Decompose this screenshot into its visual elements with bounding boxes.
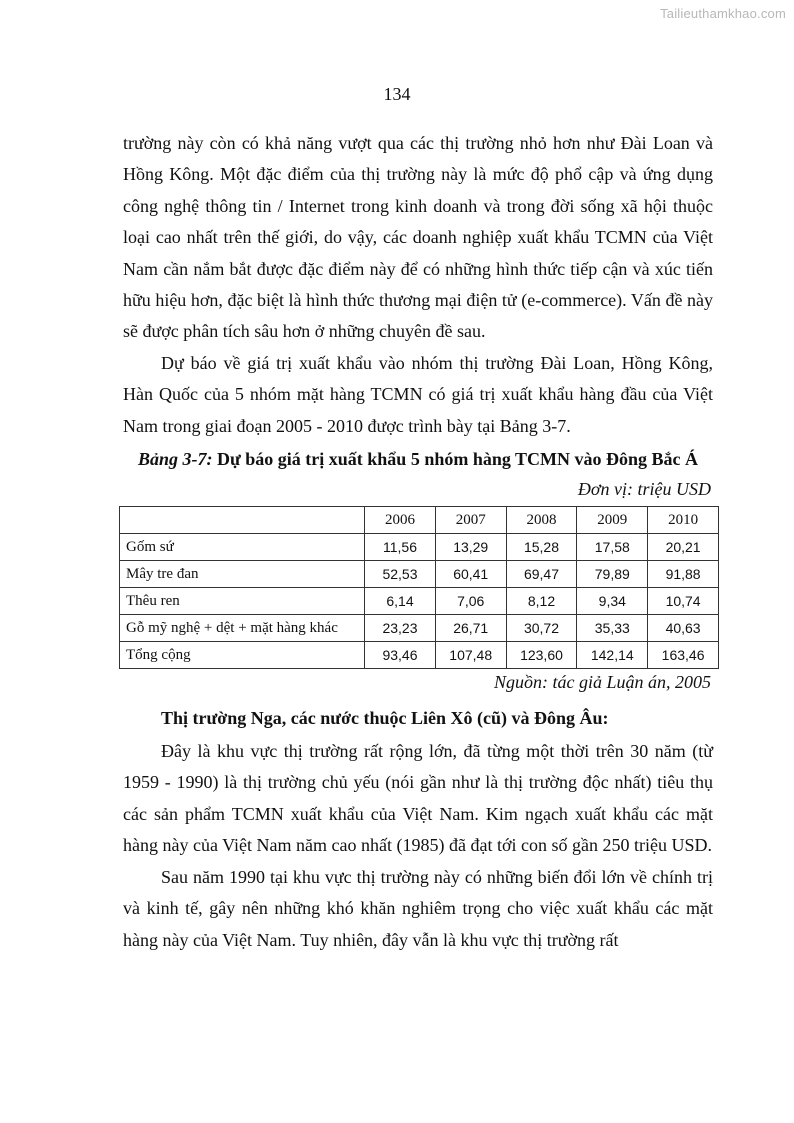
table-cell: 6,14 <box>365 588 436 615</box>
table-row <box>120 534 719 561</box>
table-row <box>120 615 719 642</box>
table-cell: 93,46 <box>365 642 436 669</box>
table-cell: 52,53 <box>365 561 436 588</box>
header-year: 2007 <box>435 507 506 534</box>
row-label: Gỗ mỹ nghệ + dệt + mặt hàng khác <box>120 615 365 642</box>
row-label: Mây tre đan <box>120 561 365 588</box>
table-caption-title: Dự báo giá trị xuất khẩu 5 nhóm hàng TCMN vào Đông Bắc Á <box>216 449 699 470</box>
table-cell: 79,89 <box>577 561 648 588</box>
table-cell: 15,28 <box>506 534 577 561</box>
forecast-table <box>119 506 719 669</box>
table-cell: 163,46 <box>648 642 719 669</box>
table-cell: 26,71 <box>435 615 506 642</box>
paragraph-market-overview: Đây là khu vực thị trường rất rộng lớn, đã từng một thời trên 30 năm (từ 1959 - 1990) là thị trường chủ yếu (nói gần như là thị trường độc nhất) tiêu thụ các sản phẩm TCMN xuất khẩu của Việt Nam. Kim ngạch xuất khẩu các mặt hàng này của Việt Nam năm cao nhất (1985) đã đạt tới con số gần 250 triệu USD. <box>123 741 713 856</box>
row-label: Thêu ren <box>120 588 365 615</box>
table-caption <box>123 446 713 472</box>
section-heading: Thị trường Nga, các nước thuộc Liên Xô (cũ) và Đông Âu: <box>161 708 609 729</box>
table-cell: 69,47 <box>506 561 577 588</box>
table-cell: 11,56 <box>365 534 436 561</box>
table-row <box>120 561 719 588</box>
table-cell: 10,74 <box>648 588 719 615</box>
table-cell: 35,33 <box>577 615 648 642</box>
header-year: 2006 <box>365 507 436 534</box>
table-caption-label: Bảng 3-7: <box>137 449 213 470</box>
table-cell: 23,23 <box>365 615 436 642</box>
table-row-total <box>120 642 719 669</box>
table-cell: 107,48 <box>435 642 506 669</box>
page-number: 134 <box>383 84 411 104</box>
row-label: Gốm sứ <box>120 534 365 561</box>
table-cell: 8,12 <box>506 588 577 615</box>
header-year: 2010 <box>648 507 719 534</box>
page-content <box>123 128 713 956</box>
paragraph-continued: trường này còn có khả năng vượt qua các thị trường nhỏ hơn như Đài Loan và Hồng Kông. Một đặc điểm của thị trường này là mức độ phổ cập và ứng dụng công nghệ thông tin / Internet trong kinh doanh và trong đời sống xã hội thuộc loại cao nhất trên thế giới, do vậy, các doanh nghiệp xuất khẩu TCMN của Việt Nam cần nắm bắt được đặc điểm này để có những hình thức tiếp cận và xúc tiến hữu hiệu hơn, đặc biệt là hình thức thương mại điện tử (e-commerce). Vấn đề này sẽ được phân tích sâu hơn ở những chuyên đề sau. <box>123 133 713 342</box>
table-cell: 17,58 <box>577 534 648 561</box>
table-cell: 9,34 <box>577 588 648 615</box>
table-source: Nguồn: tác giả Luận án, 2005 <box>493 672 711 693</box>
table-row <box>120 588 719 615</box>
table-cell: 60,41 <box>435 561 506 588</box>
table-cell: 142,14 <box>577 642 648 669</box>
header-year: 2009 <box>577 507 648 534</box>
header-blank-cell <box>120 507 365 534</box>
table-cell: 7,06 <box>435 588 506 615</box>
header-year: 2008 <box>506 507 577 534</box>
watermark-text: Tailieuthamkhao.com <box>660 6 786 21</box>
table-cell: 40,63 <box>648 615 719 642</box>
table-cell: 30,72 <box>506 615 577 642</box>
table-cell: 20,21 <box>648 534 719 561</box>
table-header-row <box>120 507 719 534</box>
table-cell: 13,29 <box>435 534 506 561</box>
table-cell: 91,88 <box>648 561 719 588</box>
row-label: Tổng cộng <box>120 642 365 669</box>
table-cell: 123,60 <box>506 642 577 669</box>
table-unit: Đơn vị: triệu USD <box>577 479 711 500</box>
paragraph-forecast-intro: Dự báo về giá trị xuất khẩu vào nhóm thị trường Đài Loan, Hồng Kông, Hàn Quốc của 5 nhóm mặt hàng TCMN có giá trị xuất khẩu hàng đầu của Việt Nam trong giai đoạn 2005 - 2010 được trình bày tại Bảng 3-7. <box>123 352 713 436</box>
paragraph-after-1990: Sau năm 1990 tại khu vực thị trường này có những biến đổi lớn về chính trị và kinh tế, gây nên những khó khăn nghiêm trọng cho việc xuất khẩu các mặt hàng này của Việt Nam. Tuy nhiên, đây vẫn là khu vực thị trường rất <box>123 866 713 950</box>
